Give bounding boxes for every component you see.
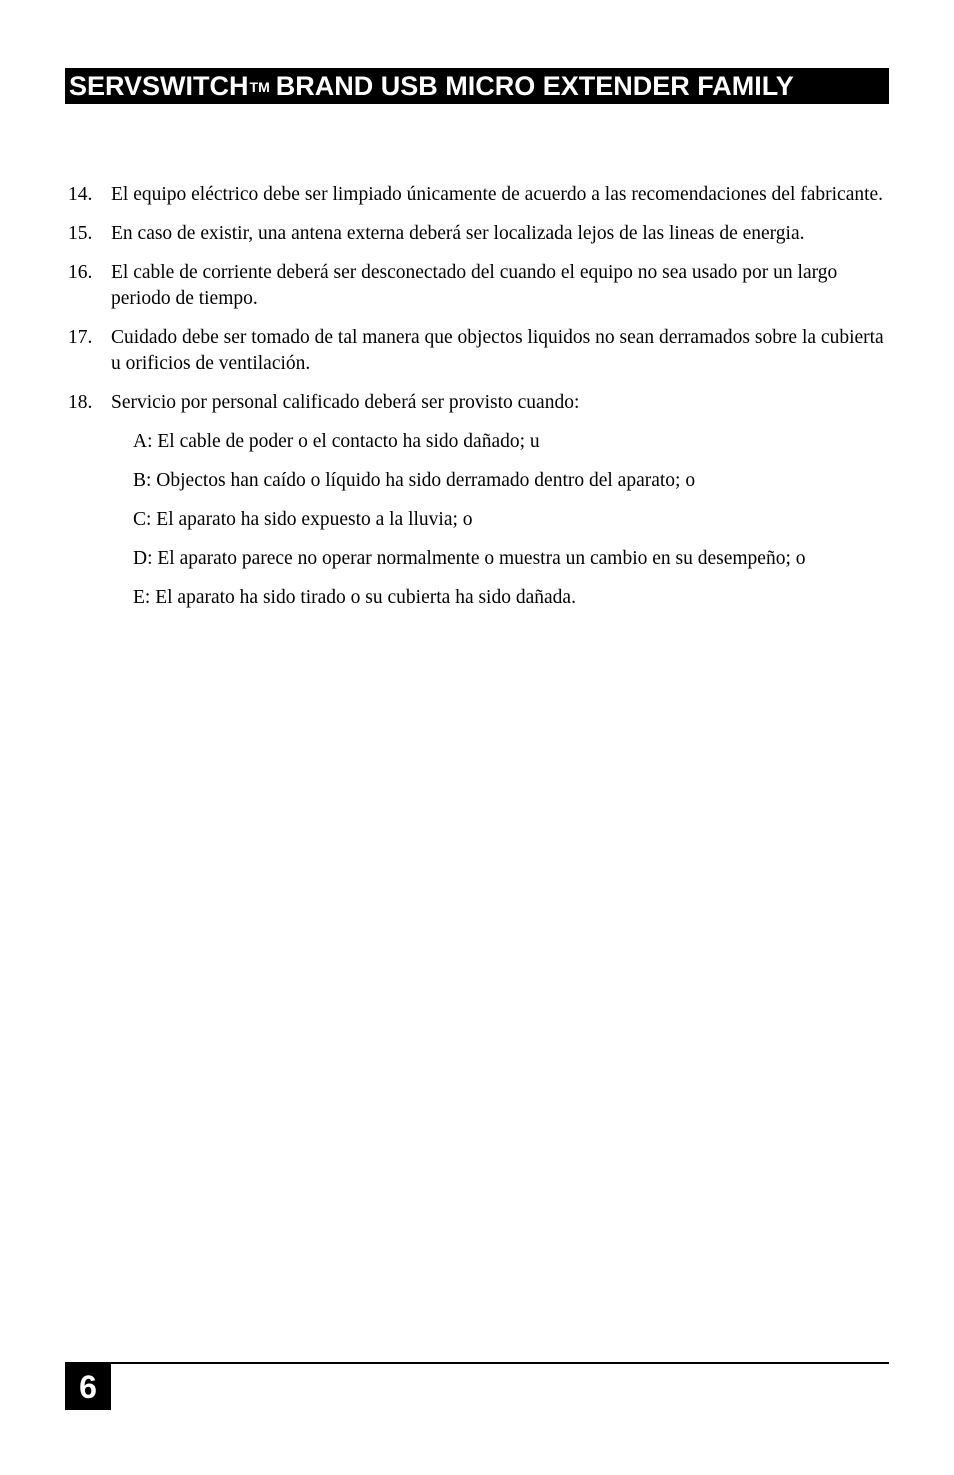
list-item [68,390,893,416]
sub-item-e: E: El aparato ha sido tirado o su cubierta ha sido dañada. [133,587,576,608]
item-text: El equipo eléctrico debe ser limpiado únicamente de acuerdo a las recomendaciones del fabricante. [111,184,884,205]
header-title-part2: BRAND USB MICRO EXTENDER FAMILY [275,71,794,101]
item-number: 18. [68,392,93,413]
sub-item-b: B: Objectos han caído o líquido ha sido derramado dentro del aparato; o [133,470,696,491]
list-item [68,325,893,377]
page-number: 6 [65,1364,111,1410]
page-header [65,68,889,104]
item-text: Cuidado debe ser tomado de tal manera que objectos liquidos no sean derramados sobre la cubierta u orificios de ventilación. [111,327,884,374]
sub-item-d: D: El aparato parece no operar normalmente o muestra un cambio en su desempeño; o [133,548,806,569]
instructions-list [68,182,893,624]
trademark-symbol: TM [249,79,270,95]
sub-item-a: A: El cable de poder o el contacto ha sido dañado; u [133,431,540,452]
item-number: 16. [68,262,93,283]
item-number: 15. [68,223,93,244]
sub-item-c: C: El aparato ha sido expuesto a la lluvia; o [133,509,473,530]
item-number: 17. [68,327,93,348]
item-text: Servicio por personal calificado deberá ser provisto cuando: [111,392,580,413]
item-number: 14. [68,184,93,205]
list-item [68,221,893,247]
list-item [68,182,893,208]
item-text: El cable de corriente deberá ser desconectado del cuando el equipo no sea usado por un largo periodo de tiempo. [111,262,838,309]
item-text: En caso de existir, una antena externa deberá ser localizada lejos de las lineas de energia. [111,223,805,244]
list-item [68,260,893,312]
header-title-part1: SERVSWITCH [69,71,249,101]
footer-divider [65,1362,889,1364]
